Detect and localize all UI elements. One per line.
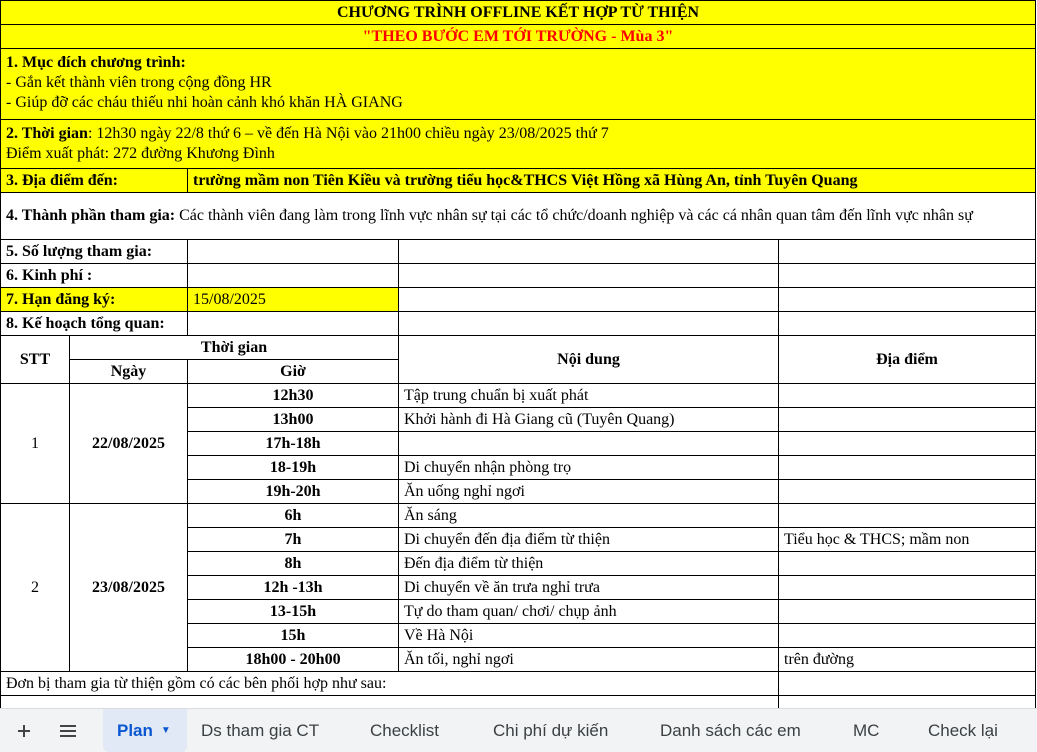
count-label[interactable]: 5. Số lượng tham gia:: [1, 240, 188, 264]
empty-cell[interactable]: [399, 240, 779, 264]
day1-stt[interactable]: 1: [1, 384, 70, 504]
count-cell[interactable]: [188, 240, 399, 264]
schedule-content[interactable]: Tự do tham quan/ chơi/ chụp ảnh: [399, 600, 779, 624]
schedule-place[interactable]: trên đường: [779, 648, 1036, 672]
day2-stt[interactable]: 2: [1, 504, 70, 672]
schedule-content[interactable]: Ăn tối, nghỉ ngơi: [399, 648, 779, 672]
header-time[interactable]: Thời gian: [70, 336, 399, 360]
deadline-label[interactable]: 7. Hạn đăng ký:: [1, 288, 188, 312]
plan-label[interactable]: 8. Kế hoạch tổng quan:: [1, 312, 188, 336]
purpose-cell[interactable]: [1, 49, 1036, 120]
empty-cell[interactable]: [779, 312, 1036, 336]
schedule-content[interactable]: [399, 432, 779, 456]
day1-date[interactable]: 22/08/2025: [70, 384, 188, 504]
tab-ds-tham-gia-ct[interactable]: [201, 709, 319, 752]
schedule-hour[interactable]: 13-15h: [188, 600, 399, 624]
empty-cell[interactable]: [779, 672, 1036, 696]
tab-label: Checklist: [370, 720, 439, 740]
tab-checklist[interactable]: [370, 709, 439, 752]
tab-label: MC: [853, 720, 880, 740]
tab-danh-sach-cac-em[interactable]: [660, 709, 801, 752]
schedule-content[interactable]: Về Hà Nội: [399, 624, 779, 648]
deadline-value[interactable]: 15/08/2025: [188, 288, 399, 312]
schedule-place[interactable]: [779, 480, 1036, 504]
footer-note[interactable]: Đơn bị tham gia từ thiện gồm có các bên phối hợp như sau:: [1, 672, 779, 696]
schedule-hour[interactable]: 6h: [188, 504, 399, 528]
schedule-content[interactable]: Ăn uống nghỉ ngơi: [399, 480, 779, 504]
tab-label: Danh sách các em: [660, 720, 801, 740]
header-content[interactable]: Nội dung: [399, 336, 779, 384]
schedule-place[interactable]: [779, 384, 1036, 408]
purpose-line-2: - Giúp đỡ các cháu thiếu nhi hoàn cảnh khó khăn HÀ GIANG: [6, 94, 403, 111]
tab-plan[interactable]: [103, 709, 187, 752]
schedule-place[interactable]: [779, 504, 1036, 528]
schedule-hour[interactable]: 12h -13h: [188, 576, 399, 600]
schedule-hour[interactable]: 12h30: [188, 384, 399, 408]
header-day[interactable]: Ngày: [70, 360, 188, 384]
time-label: 2. Thời gian: [6, 125, 88, 142]
tab-label: Ds tham gia CT: [201, 720, 320, 740]
schedule-hour[interactable]: 19h-20h: [188, 480, 399, 504]
time-cell[interactable]: [1, 120, 1036, 169]
header-hour[interactable]: Giờ: [188, 360, 399, 384]
schedule-content[interactable]: Di chuyển về ăn trưa nghỉ trưa: [399, 576, 779, 600]
schedule-place[interactable]: [779, 552, 1036, 576]
tab-label: Check lại: [928, 720, 998, 740]
schedule-hour[interactable]: 18-19h: [188, 456, 399, 480]
purpose-heading: 1. Mục đích chương trình:: [6, 54, 186, 71]
schedule-content[interactable]: Khởi hành đi Hà Giang cũ (Tuyên Quang): [399, 408, 779, 432]
participants-cell[interactable]: [1, 193, 1036, 240]
schedule-place[interactable]: [779, 576, 1036, 600]
tab-check-lai[interactable]: [928, 709, 998, 752]
empty-cell[interactable]: [399, 264, 779, 288]
schedule-content[interactable]: Tập trung chuẩn bị xuất phát: [399, 384, 779, 408]
tab-label: Chi phí dự kiến: [493, 720, 609, 740]
schedule-content[interactable]: Ăn sáng: [399, 504, 779, 528]
schedule-place[interactable]: [779, 432, 1036, 456]
schedule-hour[interactable]: 17h-18h: [188, 432, 399, 456]
add-sheet-icon[interactable]: [10, 717, 38, 745]
schedule-content[interactable]: Đến địa điểm từ thiện: [399, 552, 779, 576]
schedule-content[interactable]: Di chuyển đến địa điểm từ thiện: [399, 528, 779, 552]
all-sheets-menu-icon[interactable]: [54, 717, 82, 745]
schedule-place[interactable]: [779, 600, 1036, 624]
empty-cell[interactable]: [779, 240, 1036, 264]
budget-label[interactable]: 6. Kinh phí :: [1, 264, 188, 288]
participants-label: 4. Thành phần tham gia:: [6, 207, 176, 224]
schedule-hour[interactable]: 18h00 - 20h00: [188, 648, 399, 672]
sheet-tab-bar: [0, 708, 1037, 752]
schedule-place[interactable]: [779, 624, 1036, 648]
empty-cell[interactable]: [188, 312, 399, 336]
tab-mc[interactable]: [853, 709, 879, 752]
budget-cell[interactable]: [188, 264, 399, 288]
schedule-hour[interactable]: 15h: [188, 624, 399, 648]
tab-plan-label: Plan: [117, 720, 153, 740]
schedule-hour[interactable]: 8h: [188, 552, 399, 576]
header-place[interactable]: Địa điểm: [779, 336, 1036, 384]
schedule-content[interactable]: Di chuyển nhận phòng trọ: [399, 456, 779, 480]
purpose-line-1: - Gắn kết thành viên trong cộng đồng HR: [6, 74, 272, 91]
schedule-place[interactable]: Tiểu học & THCS; mầm non: [779, 528, 1036, 552]
schedule-hour[interactable]: 13h00: [188, 408, 399, 432]
schedule-place[interactable]: [779, 408, 1036, 432]
empty-cell[interactable]: [399, 312, 779, 336]
destination-value[interactable]: trường mầm non Tiên Kiều và trường tiểu học&THCS Việt Hồng xã Hùng An, tỉnh Tuyên Quang: [188, 169, 1036, 193]
empty-cell[interactable]: [779, 288, 1036, 312]
schedule-place[interactable]: [779, 456, 1036, 480]
day2-date[interactable]: 23/08/2025: [70, 504, 188, 672]
empty-cell[interactable]: [779, 696, 1036, 709]
program-subtitle[interactable]: "THEO BƯỚC EM TỚI TRƯỜNG - Mùa 3": [1, 25, 1036, 49]
header-stt[interactable]: STT: [1, 336, 70, 384]
empty-cell[interactable]: [399, 288, 779, 312]
chevron-down-icon[interactable]: ▼: [160, 725, 171, 736]
participants-value: Các thành viên đang làm trong lĩnh vực nhân sự tại các tổ chức/doanh nghiệp và các cá nhân quan tâm đến lĩnh vực nhân sự: [175, 207, 973, 224]
empty-cell[interactable]: [1, 696, 779, 709]
time-value: : 12h30 ngày 22/8 thứ 6 – về đến Hà Nội vào 21h00 chiều ngày 23/08/2025 thứ 7: [87, 125, 609, 142]
empty-cell[interactable]: [779, 264, 1036, 288]
tab-chi-phi-du-kien[interactable]: [493, 709, 608, 752]
program-title[interactable]: CHƯƠNG TRÌNH OFFLINE KẾT HỢP TỪ THIỆN: [1, 1, 1036, 25]
schedule-hour[interactable]: 7h: [188, 528, 399, 552]
start-point: Điểm xuất phát: 272 đường Khương Đình: [6, 145, 275, 162]
destination-label[interactable]: 3. Địa điểm đến:: [1, 169, 188, 193]
